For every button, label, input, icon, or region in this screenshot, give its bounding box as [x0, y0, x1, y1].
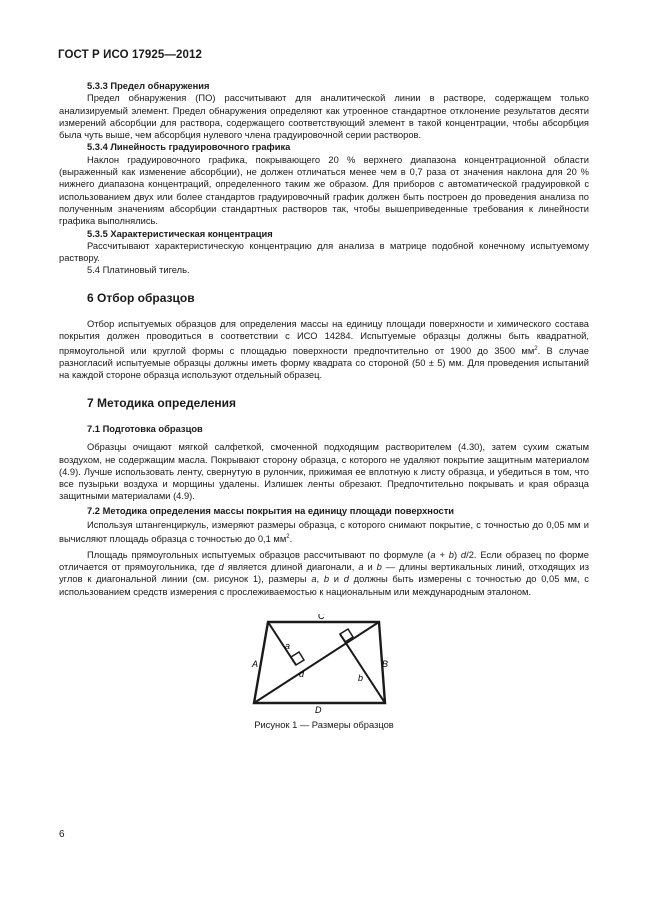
figure-1-caption: Рисунок 1 — Размеры образцов — [254, 719, 394, 730]
label-d: d — [299, 668, 305, 679]
label-C: C — [318, 613, 325, 621]
label-B: B — [382, 658, 389, 669]
section-5-3-4-text: Наклон градуировочного графика, покрывающего 20 % верхнего диапазона концентрационной области (выраженный как изменение абсорбции), не должен отличаться менее чем в 0,7 раза от значения наклона для 20 % нижнего диапазона концентраций, определенного таким же образом. Для приборов с автоматической градуировкой с использованием двух или более стандартов градуировочный график должен быть построен до проведения анализа по полученным значениям абсорбции стандартных растворов так, чтобы вышеприведенные требования к линейности графика выполнялись. — [59, 154, 589, 227]
section-5-4-text: 5.4 Платиновый тигель. — [87, 265, 190, 276]
page-content — [59, 80, 589, 731]
sample-dimensions-diagram — [251, 614, 401, 714]
section-7-1-title: 7.1 Подготовка образцов — [87, 423, 203, 434]
perpendicular-b — [340, 634, 385, 703]
section-7-2-paragraph-2: Площадь прямоугольных испытуемых образцов рассчитывают по формуле (a + b) d/2. Если образец по форме отличается от прямоугольника, где d является длиной диагонали, a и b — длины вертикальных линий, отходящих из углов к диагональной линии (см. рисунок 1), размеры a, b и d должны быть измерены с точностью до 0,05 мм, с использованием средств измерения с прослеживаемостью к национальным или международным эталоном. — [59, 549, 589, 597]
label-A: A — [252, 658, 259, 669]
label-D: D — [315, 704, 322, 714]
document-header: ГОСТ Р ИСО 17925—2012 — [58, 49, 203, 61]
section-5-3-3-title: 5.3.3 Предел обнаружения — [87, 81, 210, 91]
section-5-3-3-text: Предел обнаружения (ПО) рассчитывают для аналитической линии в растворе, содержащем только анализируемый элемент. Предел обнаружения определяют как утроенное стандартное отклонение результатов десяти измерений абсорбции для раствора, содержащего соответствующий элемент в такой концентрации, чтобы абсорбция была чуть выше, чем абсорбция нулевого члена градуировочной серии растворов. — [59, 93, 589, 141]
diagonal-line — [254, 622, 379, 703]
section-7-2-paragraph-1: Используя штангенциркуль, измеряют размеры образца, с которого снимают покрытие, с точностью до 0,05 мм и вычисляют площадь образца с точностью до 0,1 $мм^2$. — [59, 520, 589, 545]
section-5-3-5-title: 5.3.5 Характеристическая концентрация — [87, 228, 273, 239]
section-7-title: 7 Методика определения — [87, 395, 237, 410]
label-b: b — [358, 672, 364, 683]
section-7-1-text: Образцы очищают мягкой салфеткой, смоченной подходящим растворителем (4.30), затем сухим сжатым воздухом, не содержащим масла. Покрывают сторону образца, с которого не удаляют покрытие защитным материалом (4.9). Лучше использовать ленту, свернутую в рулончик, прижимая ее вплотную к листу образца, и убедиться в том, что все пузырьки воздуха и морщины удалены. Излишек ленты обрезают. Предпочтительно покрывать и края образца защитными материалами (4.9). — [59, 442, 589, 502]
section-5-3-4-title: 5.3.4 Линейность градуировочного графика — [87, 142, 291, 153]
label-a: a — [285, 640, 291, 651]
section-5-3-5-text: Рассчитывают характеристическую концентрацию для анализа в матрице подобной конечному испытуемому раствору. — [59, 240, 589, 264]
figure-1 — [59, 614, 589, 719]
section-7-2-title: 7.2 Методика определения массы покрытия на единицу площади поверхности — [87, 505, 455, 516]
section-6-text: Отбор испытуемых образцов для определения массы на единицу площади поверхности и химического состава покрытия должен проводиться в соответствии с ИСО 14284. Испытуемые образцы должны быть квадратной, прямоугольной или круглой формы с площадью поверхности предпочтительно от 1900 до 3500 $мм^2$. В случае разногласий испытуемые образцы должны иметь форму квадрата со стороной (50 ± 5) мм. Для проведения испытаний на каждой стороне образца используют отдельный образец. — [59, 319, 589, 381]
section-6-title: 6 Отбор образцов — [87, 290, 195, 305]
page-number: 6 — [59, 829, 65, 840]
